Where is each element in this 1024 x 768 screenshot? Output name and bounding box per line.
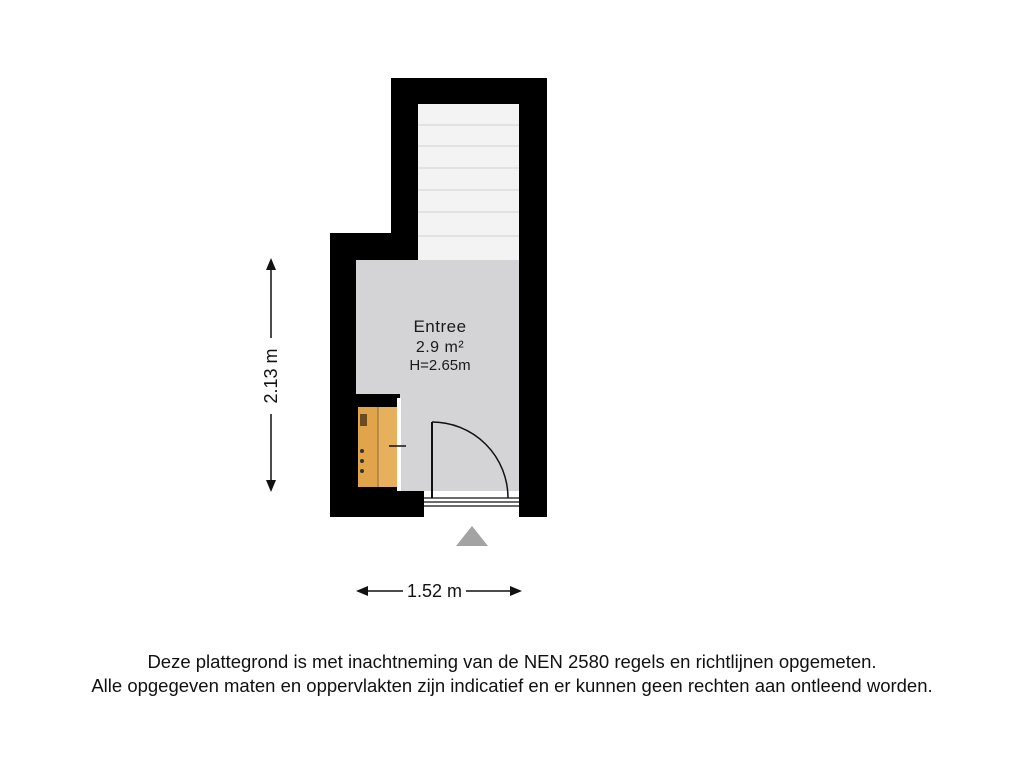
- disclaimer-line-1: Deze plattegrond is met inachtneming van de NEN 2580 regels en richtlijnen opgemeten.: [147, 651, 877, 672]
- disclaimer-line-2: Alle opgegeven maten en oppervlakten zijn indicatief en er kunnen geen rechten aan ontleend worden.: [91, 675, 933, 696]
- entrance-arrow-icon: [456, 526, 488, 546]
- meter-cabinet-icon: [356, 394, 406, 491]
- room-area: 2.9 m²: [415, 339, 465, 356]
- staircase-icon: [418, 104, 519, 260]
- wall-stub: [356, 491, 424, 517]
- width-dimension-label: 1.52 m: [403, 582, 466, 600]
- room-height: H=2.65m: [409, 357, 471, 374]
- room-name: Entree: [413, 317, 467, 336]
- height-dimension-label: 2.13 m: [260, 338, 282, 414]
- disclaimer: [0, 650, 1024, 698]
